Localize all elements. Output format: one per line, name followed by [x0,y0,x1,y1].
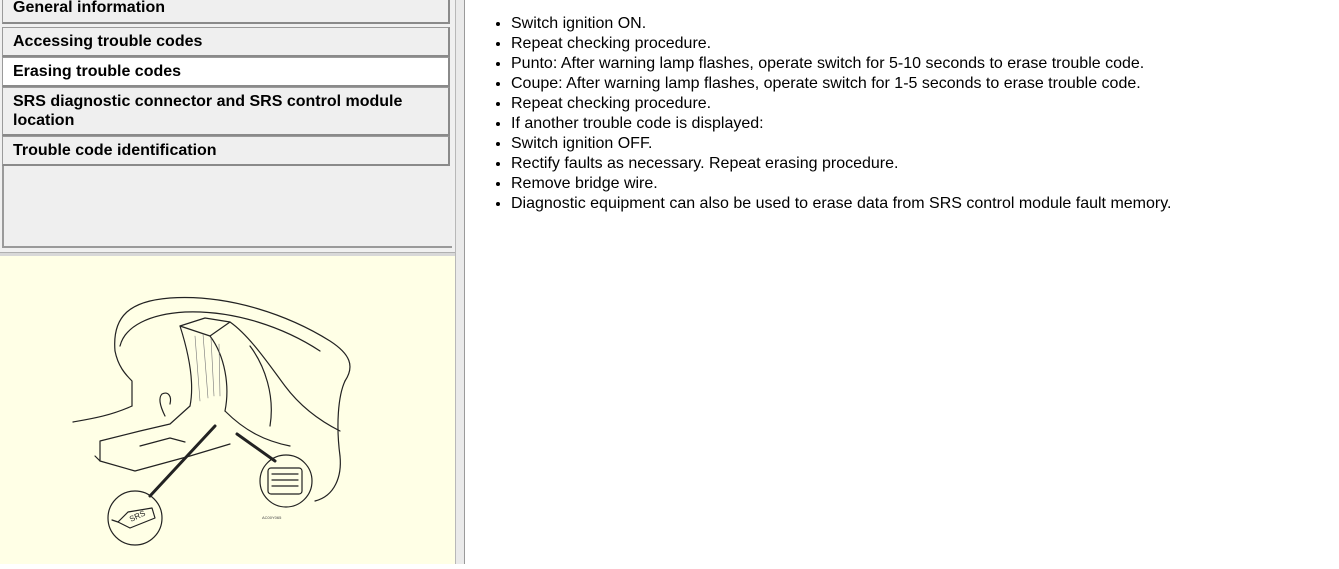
nav-item-accessing-trouble-codes[interactable] [2,27,450,57]
list-item: • Rectify faults as necessary. Repeat erasing procedure. [511,154,1171,174]
procedure-steps-list [467,14,1171,214]
srs-location-illustration [0,256,455,564]
nav-item-label: Erasing trouble codes [13,63,182,80]
nav-item-erasing-trouble-codes[interactable] [2,57,450,87]
topic-navigation [0,0,457,252]
nav-item-general-information[interactable] [2,0,450,24]
list-item: • Repeat checking procedure. [511,94,1171,114]
list-item: • Switch ignition ON. [511,14,1171,34]
list-item: • Punto: After warning lamp flashes, operate switch for 5-10 seconds to erase trouble code. [511,54,1171,74]
list-item: • Remove bridge wire. [511,174,1171,194]
list-item: • Coupe: After warning lamp flashes, operate switch for 1-5 seconds to erase trouble code. [511,74,1171,94]
nav-item-label: SRS diagnostic connector and SRS control module location [13,93,403,129]
vertical-splitter[interactable] [455,0,465,564]
list-item: • Switch ignition OFF. [511,134,1171,154]
dashboard-drawing [0,256,455,564]
list-item: • Repeat checking procedure. [511,34,1171,54]
nav-item-label: Accessing trouble codes [13,33,203,50]
nav-item-trouble-code-identification[interactable] [2,136,450,166]
list-item: • If another trouble code is displayed: [511,114,1171,134]
procedure-content [467,0,1339,564]
illustration-code: AC00Y065 [262,515,282,520]
nav-item-label: Trouble code identification [13,142,217,159]
list-item: • Diagnostic equipment can also be used to erase data from SRS control module fault memory. [511,194,1171,214]
srs-connector-label: SRS [128,508,147,524]
nav-item-label: General information [13,0,166,16]
nav-item-srs-connector-location[interactable] [2,87,450,136]
nav-empty-area [2,166,452,248]
